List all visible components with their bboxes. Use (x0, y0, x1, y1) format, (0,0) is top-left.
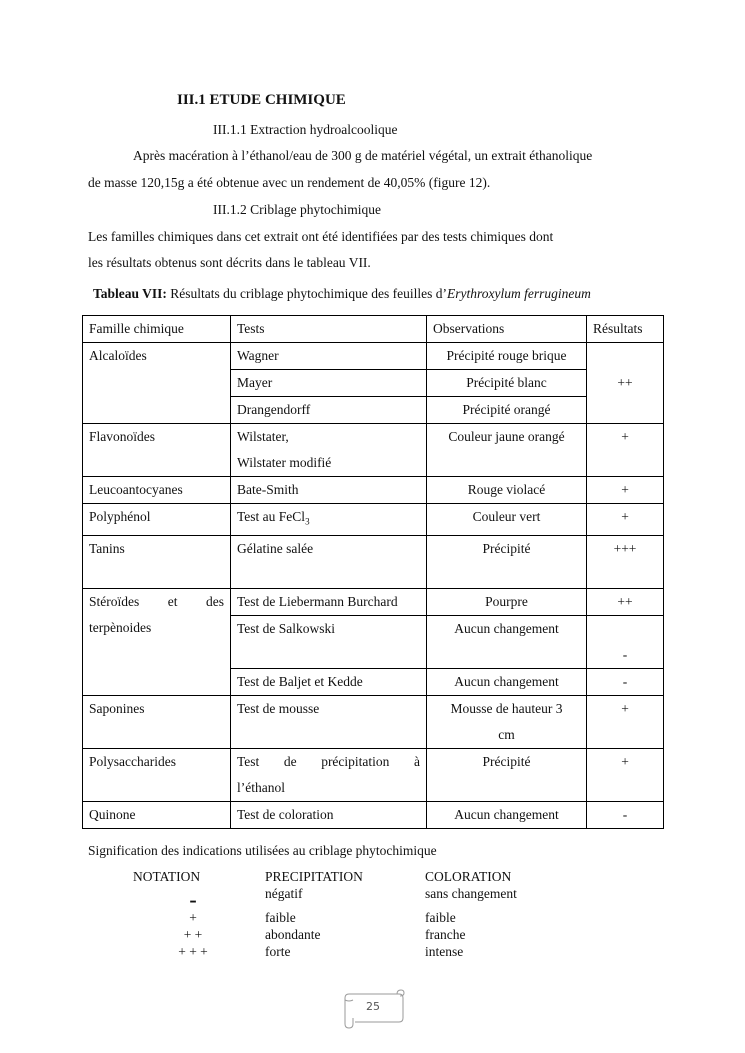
subsection-extraction: III.1.1 Extraction hydroalcoolique (213, 122, 398, 137)
table-caption (93, 286, 591, 302)
legend-header-coloration: COLORATION (425, 869, 512, 884)
test-cell: Mayer (231, 370, 427, 397)
test-line (237, 749, 420, 775)
observation-cell: Précipité orangé (427, 397, 587, 424)
family-cell: Tanins (83, 535, 231, 588)
observation-cell (427, 695, 587, 748)
family-word: et (167, 593, 178, 609)
legend-title: Signification des indications utilisées au criblage phytochimique (88, 843, 437, 858)
family-cell: Polyphénol (83, 504, 231, 536)
test-text: Test au FeCl (237, 509, 306, 524)
result-cell: + (587, 748, 664, 801)
results-table (82, 315, 664, 829)
family-line (89, 589, 224, 615)
family-word: des (206, 593, 224, 609)
result-cell: - (587, 615, 664, 668)
table-caption-species: Erythroxylum ferrugineum (446, 286, 591, 301)
table-row (83, 588, 664, 615)
result-cell: + (587, 424, 664, 477)
legend-header-precipitation: PRECIPITATION (265, 869, 363, 884)
legend-precipitation: négatif (265, 886, 303, 901)
result-cell: + (587, 695, 664, 748)
paragraph-criblage-line2: les résultats obtenus sont décrits dans le tableau VII. (88, 255, 371, 270)
result-cell: + (587, 477, 664, 504)
observation-cell: Précipité rouge brique (427, 343, 587, 370)
test-cell: Gélatine salée (231, 535, 427, 588)
result-cell: + (587, 504, 664, 536)
family-cell: Polysaccharides (83, 748, 231, 801)
legend-notation: + + + (178, 944, 208, 959)
observation-line: Mousse de hauteur 3 (450, 700, 563, 716)
subsection-criblage: III.1.2 Criblage phytochimique (213, 202, 381, 217)
test-cell: Drangendorff (231, 397, 427, 424)
test-cell (231, 748, 427, 801)
family-cell: Saponines (83, 695, 231, 748)
observation-cell: Précipité (427, 748, 587, 801)
family-cell: Quinone (83, 801, 231, 828)
observation-cell: Précipité (427, 535, 587, 588)
observation-cell: Pourpre (427, 588, 587, 615)
legend-coloration: franche (425, 927, 466, 942)
table-row (83, 477, 664, 504)
observation-cell: Rouge violacé (427, 477, 587, 504)
legend-notation: - (189, 887, 197, 912)
test-cell: Wagner (231, 343, 427, 370)
paragraph-criblage-line1: Les familles chimiques dans cet extrait ont été identifiées par des tests chimiques dont (88, 229, 554, 244)
header-famille: Famille chimique (83, 316, 231, 343)
header-tests: Tests (231, 316, 427, 343)
legend-coloration: intense (425, 944, 464, 959)
table-row (83, 343, 664, 370)
test-cell: Test de coloration (231, 801, 427, 828)
legend-notation: + + (183, 927, 203, 942)
test-cell: Bate-Smith (231, 477, 427, 504)
family-word: Stéroïdes (89, 593, 140, 609)
family-cell: Leucoantocyanes (83, 477, 231, 504)
table-row (83, 504, 664, 536)
test-cell (231, 504, 427, 536)
table-row (83, 424, 664, 477)
test-line: Wilstater modifié (237, 455, 332, 470)
table-row (83, 535, 664, 588)
test-cell: Test de Baljet et Kedde (231, 668, 427, 695)
test-word: de (283, 753, 297, 769)
test-subscript: 3 (305, 516, 310, 527)
section-title: III.1 ETUDE CHIMIQUE (177, 92, 346, 108)
header-resultats: Résultats (587, 316, 664, 343)
legend-header-notation: NOTATION (133, 869, 201, 884)
observation-cell: Aucun changement (427, 615, 587, 668)
result-cell: - (587, 668, 664, 695)
result-cell: +++ (587, 535, 664, 588)
observation-cell: Précipité blanc (427, 370, 587, 397)
legend-precipitation: forte (265, 944, 291, 959)
table-row (83, 801, 664, 828)
legend-precipitation: faible (265, 910, 296, 925)
test-line: Wilstater, (237, 429, 289, 444)
table-caption-text: Résultats du criblage phytochimique des feuilles d’ (166, 286, 447, 301)
test-word: à (413, 753, 420, 769)
family-cell: Alcaloïdes (83, 343, 231, 424)
test-word: précipitation (321, 753, 390, 769)
table-row (83, 695, 664, 748)
observation-cell: Aucun changement (427, 801, 587, 828)
observation-cell: Couleur vert (427, 504, 587, 536)
test-word: Test (237, 753, 260, 769)
test-line: l’éthanol (237, 779, 285, 795)
page-number (341, 988, 405, 1030)
legend-coloration: sans changement (425, 886, 517, 901)
observation-cell: Aucun changement (427, 668, 587, 695)
result-cell: ++ (587, 588, 664, 615)
family-cell: Flavonoïdes (83, 424, 231, 477)
table-header-row (83, 316, 664, 343)
legend-precipitation: abondante (265, 927, 321, 942)
test-cell: Test de Liebermann Burchard (231, 588, 427, 615)
table-row (83, 748, 664, 801)
legend-notation: + (189, 910, 197, 925)
test-cell: Test de mousse (231, 695, 427, 748)
family-line: terpènoides (89, 619, 152, 635)
family-cell (83, 588, 231, 695)
paragraph-extraction-line1: Après macération à l’éthanol/eau de 300 g de matériel végétal, un extrait éthanolique (133, 148, 593, 163)
paragraph-extraction-line2: de masse 120,15g a été obtenue avec un rendement de 40,05% (figure 12). (88, 175, 491, 190)
result-cell: ++ (587, 343, 664, 424)
table-caption-label: Tableau VII: (93, 286, 167, 301)
page-number-text: 25 (366, 1000, 380, 1013)
test-cell: Test de Salkowski (231, 615, 427, 668)
header-observations: Observations (427, 316, 587, 343)
legend-coloration: faible (425, 910, 456, 925)
test-cell (231, 424, 427, 477)
observation-line: cm (498, 726, 515, 742)
observation-cell: Couleur jaune orangé (427, 424, 587, 477)
result-cell: - (587, 801, 664, 828)
